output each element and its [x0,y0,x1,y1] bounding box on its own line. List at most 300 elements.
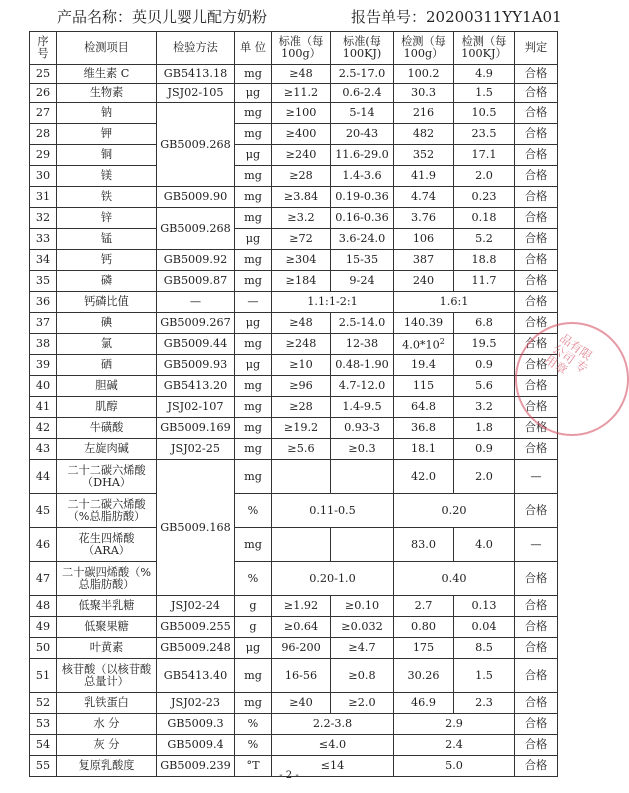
table-row [30,84,558,103]
cell-unit: mg [235,397,272,418]
cell-std-g: ≥28 [272,397,331,418]
cell-verdict: 合格 [515,292,558,313]
cell-no: 31 [30,187,57,208]
table-row [30,292,558,313]
cell-std-kj: 0.48-1.90 [331,355,394,376]
table-row [30,166,558,187]
cell-det-kj: 0.9 [454,439,515,460]
cell-item: 花生四烯酸（ARA） [57,528,157,562]
cell-det-g: 64.8 [394,397,454,418]
cell-unit: % [235,494,272,528]
cell-method: JSJ02-105 [157,84,235,103]
cell-std-g: ≥11.2 [272,84,331,103]
table-row [30,562,558,596]
cell-unit: g [235,596,272,617]
cell-no: 33 [30,229,57,250]
cell-no: 42 [30,418,57,439]
cell-std-g: ≥40 [272,693,331,714]
cell-verdict: 合格 [515,714,558,735]
cell-method: GB5009.169 [157,418,235,439]
cell-method: GB5009.248 [157,638,235,659]
cell-std: ≤4.0 [272,735,394,756]
cell-std-kj: 0.93-3 [331,418,394,439]
cell-method: GB5413.40 [157,659,235,693]
cell-std-g: ≥3.2 [272,208,331,229]
cell-unit: mg [235,250,272,271]
cell-std-g: ≥100 [272,103,331,124]
cell-unit: μg [235,145,272,166]
cell-verdict: 合格 [515,562,558,596]
cell-no: 53 [30,714,57,735]
cell-no: 30 [30,166,57,187]
cell-no: 32 [30,208,57,229]
cell-no: 43 [30,439,57,460]
cell-det-kj: 5.6 [454,376,515,397]
cell-std-kj: ≥0.10 [331,596,394,617]
cell-unit: — [235,292,272,313]
cell-unit: % [235,714,272,735]
cell-std-g: ≥96 [272,376,331,397]
cell-std-kj: 5-14 [331,103,394,124]
cell-std-g [272,528,331,562]
cell-det-kj: 1.5 [454,659,515,693]
cell-no: 54 [30,735,57,756]
cell-item: 钠 [57,103,157,124]
cell-det-g: 30.3 [394,84,454,103]
cell-det-kj: 0.9 [454,355,515,376]
cell-no: 28 [30,124,57,145]
cell-verdict: 合格 [515,208,558,229]
cell-det-kj: 23.5 [454,124,515,145]
col-header: 检测（每100KJ） [454,32,515,65]
cell-unit: mg [235,528,272,562]
cell-std-kj: 0.16-0.36 [331,208,394,229]
cell-std-kj: 2.5-17.0 [331,65,394,84]
cell-unit: mg [235,418,272,439]
test-results-table [29,31,558,777]
cell-verdict: 合格 [515,756,558,777]
table-row [30,355,558,376]
cell-det-kj: 8.5 [454,638,515,659]
cell-verdict: 合格 [515,596,558,617]
cell-item: 钾 [57,124,157,145]
cell-item: 维生素 C [57,65,157,84]
cell-std-kj: 1.4-3.6 [331,166,394,187]
cell-item: 钙 [57,250,157,271]
cell-unit: mg [235,124,272,145]
cell-std-g: ≥28 [272,166,331,187]
table-row [30,735,558,756]
cell-det-g [394,334,454,355]
cell-det-kj: 4.0 [454,528,515,562]
cell-method: JSJ02-25 [157,439,235,460]
det-g-exponent: 2 [439,337,445,347]
cell-verdict: 合格 [515,693,558,714]
cell-std-kj: ≥0.3 [331,439,394,460]
cell-method: GB5413.20 [157,376,235,397]
table-row [30,494,558,528]
cell-no: 41 [30,397,57,418]
cell-std-kj: 0.19-0.36 [331,187,394,208]
cell-std-kj: 4.7-12.0 [331,376,394,397]
cell-det: 1.6:1 [394,292,515,313]
col-header: 序号 [30,32,57,65]
cell-item: 镁 [57,166,157,187]
cell-item: 铁 [57,187,157,208]
cell-det-kj: 17.1 [454,145,515,166]
table-row [30,693,558,714]
cell-verdict: 合格 [515,659,558,693]
cell-no: 26 [30,84,57,103]
cell-item: 锰 [57,229,157,250]
cell-no: 40 [30,376,57,397]
cell-no: 50 [30,638,57,659]
col-header: 检测（每100g） [394,32,454,65]
cell-std-kj: ≥0.032 [331,617,394,638]
cell-method: GB5009.93 [157,355,235,376]
cell-std-g: ≥248 [272,334,331,355]
cell-method: GB5009.90 [157,187,235,208]
col-header: 标准(每100KJ) [331,32,394,65]
cell-det: 5.0 [394,756,515,777]
cell-det-g: 18.1 [394,439,454,460]
table-row [30,397,558,418]
cell-std-kj: 2.5-14.0 [331,313,394,334]
cell-std-kj: 20-43 [331,124,394,145]
cell-item: 钙磷比值 [57,292,157,313]
cell-verdict: 合格 [515,166,558,187]
cell-verdict: 合格 [515,376,558,397]
cell-det-g: 4.74 [394,187,454,208]
cell-det: 2.4 [394,735,515,756]
cell-det-kj: 4.9 [454,65,515,84]
cell-method: — [157,292,235,313]
cell-det-g: 36.8 [394,418,454,439]
cell-std-g: ≥184 [272,271,331,292]
cell-unit: mg [235,659,272,693]
cell-item: 磷 [57,271,157,292]
cell-method: JSJ02-23 [157,693,235,714]
cell-verdict: 合格 [515,84,558,103]
cell-verdict: 合格 [515,617,558,638]
cell-no: 45 [30,494,57,528]
cell-std-g: ≥400 [272,124,331,145]
cell-det-g: 216 [394,103,454,124]
cell-item: 锌 [57,208,157,229]
cell-det-g: 30.26 [394,659,454,693]
cell-det-g: 106 [394,229,454,250]
cell-std-g: 16-56 [272,659,331,693]
page-number: - 2 - [279,770,299,781]
cell-item: 胆碱 [57,376,157,397]
cell-no: 48 [30,596,57,617]
cell-unit: °T [235,756,272,777]
table-row [30,124,558,145]
cell-std-kj: ≥4.7 [331,638,394,659]
cell-std-g: ≥48 [272,65,331,84]
cell-det-kj: 1.5 [454,84,515,103]
cell-no: 39 [30,355,57,376]
cell-method: GB5009.92 [157,250,235,271]
table-row [30,103,558,124]
cell-std-kj: 1.4-9.5 [331,397,394,418]
det-g-base: 4.0*10 [402,338,440,352]
cell-unit: μg [235,638,272,659]
col-header: 判定 [515,32,558,65]
cell-method: GB5009.168 [157,460,235,596]
table-row [30,313,558,334]
cell-item: 二十碳四烯酸（%总脂肪酸） [57,562,157,596]
cell-item: 氯 [57,334,157,355]
cell-det-kj: 2.3 [454,693,515,714]
table-row [30,271,558,292]
cell-det-g: 46.9 [394,693,454,714]
cell-verdict: 合格 [515,439,558,460]
cell-unit: mg [235,65,272,84]
cell-det-g: 115 [394,376,454,397]
cell-unit: mg [235,334,272,355]
table-row [30,250,558,271]
cell-no: 55 [30,756,57,777]
cell-method: GB5009.3 [157,714,235,735]
cell-det-g: 0.80 [394,617,454,638]
cell-no: 46 [30,528,57,562]
product-name: 产品名称：英贝儿婴儿配方奶粉 [57,8,268,26]
table-row [30,208,558,229]
cell-no: 29 [30,145,57,166]
cell-std-g: ≥48 [272,313,331,334]
cell-no: 44 [30,460,57,494]
cell-item: 复原乳酸度 [57,756,157,777]
cell-std-kj: 3.6-24.0 [331,229,394,250]
cell-std-g: ≥240 [272,145,331,166]
cell-det-kj: 0.13 [454,596,515,617]
cell-det-g: 387 [394,250,454,271]
cell-verdict: 合格 [515,145,558,166]
cell-no: 47 [30,562,57,596]
cell-unit: mg [235,460,272,494]
cell-no: 49 [30,617,57,638]
cell-std-g: ≥3.84 [272,187,331,208]
cell-method: GB5009.268 [157,208,235,250]
table-row [30,229,558,250]
cell-std-kj [331,528,394,562]
cell-std: 2.2-3.8 [272,714,394,735]
cell-det-g: 100.2 [394,65,454,84]
cell-unit: mg [235,187,272,208]
cell-std-g: ≥0.64 [272,617,331,638]
cell-unit: mg [235,693,272,714]
cell-verdict: 合格 [515,124,558,145]
cell-method: GB5009.4 [157,735,235,756]
cell-std-g: ≥1.92 [272,596,331,617]
cell-item: 肌醇 [57,397,157,418]
cell-method: GB5009.268 [157,103,235,187]
cell-det-g: 140.39 [394,313,454,334]
cell-det-g: 352 [394,145,454,166]
cell-std-kj: 11.6-29.0 [331,145,394,166]
table-row [30,145,558,166]
col-header: 标准（每100g） [272,32,331,65]
col-header: 检验方法 [157,32,235,65]
cell-item: 硒 [57,355,157,376]
cell-verdict: 合格 [515,271,558,292]
table-row [30,334,558,355]
cell-det-kj: 5.2 [454,229,515,250]
cell-unit: μg [235,355,272,376]
official-seal-text: 品有限公司 专用章 [542,330,595,378]
cell-no: 37 [30,313,57,334]
cell-det-g: 482 [394,124,454,145]
header-row [30,32,558,65]
cell-det-g: 240 [394,271,454,292]
table-row [30,439,558,460]
cell-verdict: 合格 [515,313,558,334]
cell-no: 27 [30,103,57,124]
cell-det: 0.20 [394,494,515,528]
cell-verdict: 合格 [515,418,558,439]
cell-item: 铜 [57,145,157,166]
cell-det: 2.9 [394,714,515,735]
col-header: 检测项目 [57,32,157,65]
cell-det-g: 2.7 [394,596,454,617]
cell-verdict: 合格 [515,187,558,208]
cell-unit: mg [235,271,272,292]
cell-item: 碘 [57,313,157,334]
cell-verdict: 合格 [515,735,558,756]
cell-unit: % [235,735,272,756]
cell-std-kj: ≥2.0 [331,693,394,714]
cell-det-kj: 0.23 [454,187,515,208]
cell-std-kj: ≥0.8 [331,659,394,693]
cell-verdict: 合格 [515,250,558,271]
cell-no: 25 [30,65,57,84]
table-row [30,376,558,397]
cell-det-g: 83.0 [394,528,454,562]
cell-det-g: 41.9 [394,166,454,187]
table-row [30,714,558,735]
cell-no: 35 [30,271,57,292]
cell-method: GB5009.87 [157,271,235,292]
cell-det-g: 175 [394,638,454,659]
cell-unit: mg [235,439,272,460]
cell-det-kj: 18.8 [454,250,515,271]
cell-unit: μg [235,229,272,250]
cell-det-kj: 0.04 [454,617,515,638]
cell-std-g: 96-200 [272,638,331,659]
cell-item: 灰 分 [57,735,157,756]
table-row [30,65,558,84]
cell-unit: mg [235,166,272,187]
cell-det-kj: 6.8 [454,313,515,334]
cell-item: 二十二碳六烯酸（DHA） [57,460,157,494]
cell-std: 0.20-1.0 [272,562,394,596]
cell-unit: g [235,617,272,638]
cell-item: 低聚半乳糖 [57,596,157,617]
col-header: 单 位 [235,32,272,65]
table-row [30,659,558,693]
cell-unit: mg [235,103,272,124]
cell-verdict: 合格 [515,355,558,376]
cell-det-kj: 0.18 [454,208,515,229]
cell-method: GB5009.255 [157,617,235,638]
cell-std-kj [331,460,394,494]
cell-det-kj: 11.7 [454,271,515,292]
cell-item: 水 分 [57,714,157,735]
cell-verdict: 合格 [515,397,558,418]
cell-std-kj: 12-38 [331,334,394,355]
cell-verdict: 合格 [515,65,558,84]
cell-det-kj: 1.8 [454,418,515,439]
cell-no: 52 [30,693,57,714]
cell-std-g: ≥304 [272,250,331,271]
cell-item: 生物素 [57,84,157,103]
cell-std-g: ≥72 [272,229,331,250]
cell-unit: μg [235,84,272,103]
cell-method: GB5009.44 [157,334,235,355]
cell-item: 乳铁蛋白 [57,693,157,714]
cell-det-kj: 10.5 [454,103,515,124]
cell-verdict: 合格 [515,638,558,659]
cell-no: 34 [30,250,57,271]
cell-verdict: 合格 [515,229,558,250]
cell-unit: mg [235,376,272,397]
cell-std-g [272,460,331,494]
cell-unit: μg [235,313,272,334]
cell-verdict: — [515,460,558,494]
table-row [30,418,558,439]
report-number: 报告单号：20200311YY1A01 [351,8,562,26]
cell-std-kj: 0.6-2.4 [331,84,394,103]
cell-method: GB5009.267 [157,313,235,334]
cell-std-g: ≥19.2 [272,418,331,439]
cell-det-g: 3.76 [394,208,454,229]
cell-std: 1.1:1-2:1 [272,292,394,313]
cell-item: 叶黄素 [57,638,157,659]
cell-std: 0.11-0.5 [272,494,394,528]
table-row [30,460,558,494]
cell-verdict: — [515,528,558,562]
cell-method: JSJ02-24 [157,596,235,617]
cell-std-g: ≥10 [272,355,331,376]
cell-item: 二十二碳六烯酸（%总脂肪酸） [57,494,157,528]
cell-no: 36 [30,292,57,313]
cell-item: 核苷酸（以核苷酸总量计） [57,659,157,693]
cell-det-kj: 3.2 [454,397,515,418]
cell-std-kj: 9-24 [331,271,394,292]
cell-verdict: 合格 [515,494,558,528]
cell-method: GB5009.239 [157,756,235,777]
cell-std: ≤14 [272,756,394,777]
table-row [30,638,558,659]
cell-det-kj: 2.0 [454,166,515,187]
cell-det-g: 19.4 [394,355,454,376]
cell-det-g: 42.0 [394,460,454,494]
cell-item: 左旋肉碱 [57,439,157,460]
table-row [30,596,558,617]
cell-no: 51 [30,659,57,693]
table-row [30,187,558,208]
cell-det-kj: 2.0 [454,460,515,494]
cell-item: 牛磺酸 [57,418,157,439]
cell-method: JSJ02-107 [157,397,235,418]
cell-det: 0.40 [394,562,515,596]
cell-unit: mg [235,208,272,229]
cell-verdict: 合格 [515,334,558,355]
table-row [30,617,558,638]
cell-std-kj: 15-35 [331,250,394,271]
cell-no: 38 [30,334,57,355]
